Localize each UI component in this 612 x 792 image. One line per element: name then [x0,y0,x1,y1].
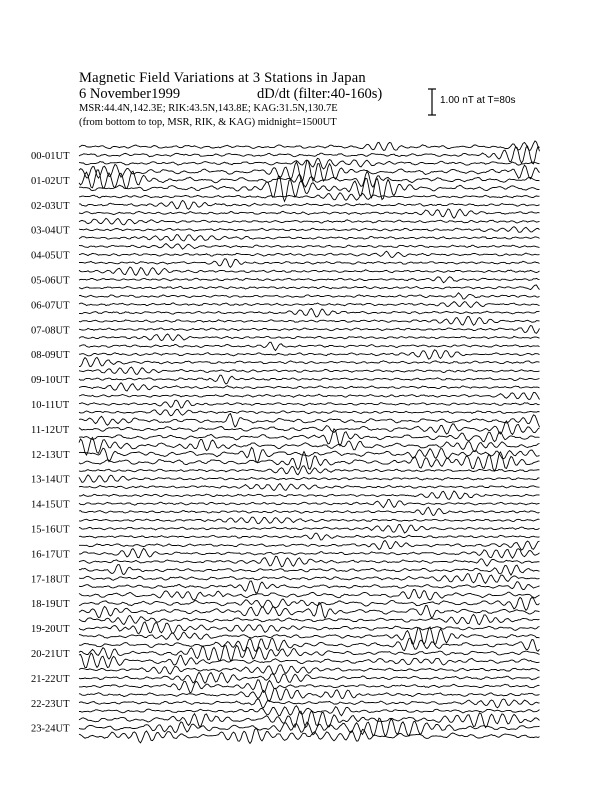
trace-rik [79,622,540,634]
trace-rik [79,672,540,683]
trace-msr [79,235,540,241]
trace-msr [79,581,540,593]
hour-label: 11-12UT [31,424,70,436]
trace-kag [79,638,540,651]
hour-label: 17-18UT [31,574,70,586]
hour-label: 09-10UT [31,375,70,387]
hour-label: 04-05UT [31,250,70,262]
station-order-note: (from bottom to top, MSR, RIK, & KAG) midnight=1500UT [79,117,337,128]
trace-kag [79,665,540,675]
trace-rik [79,699,540,708]
hour-label: 20-21UT [31,649,70,660]
trace-rik [79,597,540,610]
trace-rik [79,326,540,334]
trace-kag [79,517,540,524]
trace-rik [79,400,540,408]
hour-label: 06-07UT [31,300,70,312]
trace-kag [79,565,540,576]
hour-label: 10-11UT [31,400,70,411]
trace-rik [79,350,540,359]
station-coordinates: MSR:44.4N,142.3E; RIK:43.5N,143.8E; KAG:31.5N,130.7E [79,103,338,114]
trace-rik [79,251,540,257]
trace-msr [79,383,540,391]
trace-msr [79,285,540,290]
hour-label: 01-02UT [31,175,70,187]
trace-rik [79,548,540,558]
hour-label: 05-06UT [31,275,70,287]
trace-rik [79,447,540,462]
hour-label: 21-22UT [31,673,70,685]
hour-label: 16-17UT [31,549,70,561]
trace-kag [79,342,540,350]
trace-rik [79,375,540,384]
trace-rik [79,500,540,508]
trace-kag [79,141,540,151]
hour-label: 18-19UT [31,599,70,611]
hour-label: 22-23UT [31,698,70,710]
hour-label: 15-16UT [31,524,70,536]
trace-msr [79,357,540,366]
hour-label: 08-09UT [31,350,70,362]
trace-kag [79,193,540,201]
trace-rik [79,201,540,210]
trace-msr [79,507,540,515]
hour-label: 07-08UT [31,325,70,337]
hour-label: 23-24UT [31,723,70,735]
hour-label: 02-03UT [31,200,70,212]
trace-msr [79,653,540,668]
trace-kag [79,614,540,624]
hour-label: 13-14UT [31,474,70,486]
trace-rik [79,475,540,483]
component-label: dD/dt (filter:40-160s) [257,86,383,102]
hour-label: 12-13UT [31,449,70,461]
date-label: 6 November1999 [79,86,181,102]
trace-msr [79,209,540,218]
chart-title: Magnetic Field Variations at 3 Stations in Japan [79,70,366,86]
trace-kag [79,244,540,250]
trace-rik [79,170,540,188]
trace-kag [79,293,540,299]
trace-msr [79,259,540,268]
trace-msr [79,533,540,540]
trace-msr [79,484,540,491]
trace-kag [79,466,540,475]
trace-kag [79,688,540,701]
scale-bar-label: 1.00 nT at T=80s [440,95,516,106]
trace-rik [79,573,540,583]
trace-kag [79,590,540,601]
trace-msr [79,556,540,567]
trace-rik [79,277,540,283]
trace-rik [79,146,540,164]
trace-kag [79,541,540,551]
trace-rik [79,227,540,233]
hour-label: 14-15UT [31,499,70,511]
trace-msr [79,409,540,415]
trace-msr [79,309,540,317]
trace-msr [79,334,540,341]
trace-kag [79,218,540,225]
trace-kag [79,267,540,275]
trace-kag [79,367,540,374]
trace-rik [79,421,540,435]
trace-kag [79,491,540,499]
trace-msr [79,680,540,693]
hour-label: 03-04UT [31,225,70,237]
trace-msr [79,706,540,716]
hour-label: 19-20UT [31,624,70,636]
trace-msr [79,728,540,743]
trace-rik [79,302,540,308]
trace-rik [79,524,540,533]
hour-label: 00-01UT [31,151,70,162]
trace-kag [79,317,540,326]
trace-kag [79,414,540,427]
trace-kag [79,392,540,399]
